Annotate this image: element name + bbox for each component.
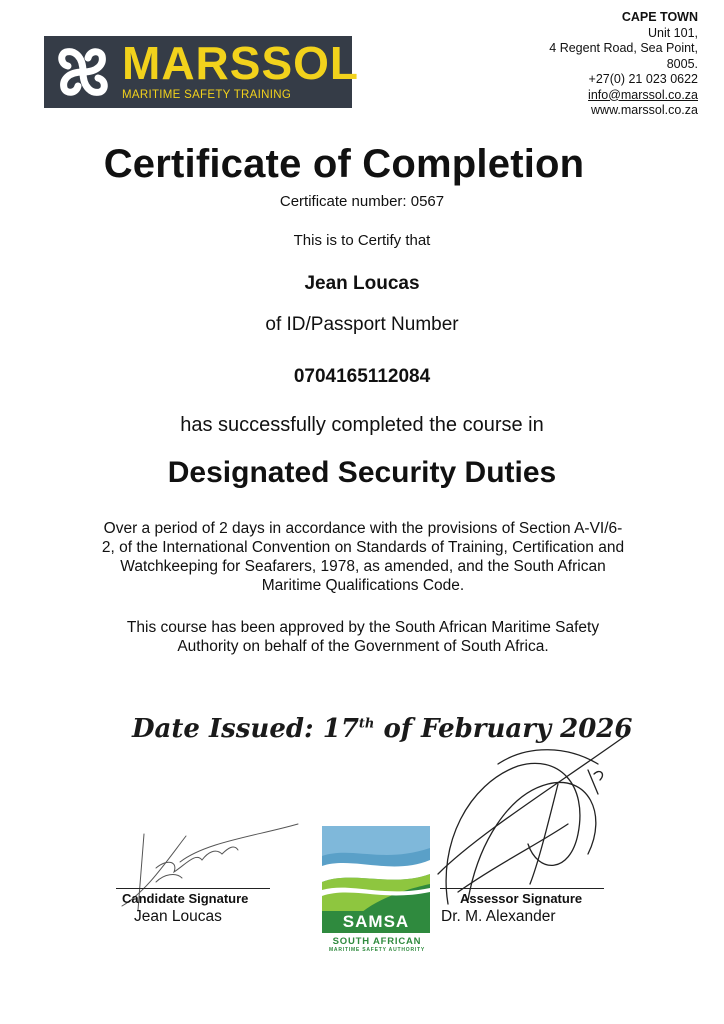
provisions-paragraph: Over a period of 2 days in accordance with the provisions of Section A-VI/6-2, of the International Convention on Standards of Training, Certification and Watchkeeping for Seafarers, 1978, as amended, and the South African Maritime Qualifications Code. (101, 520, 625, 594)
certificate-number: Certificate number: 0567 (279, 193, 445, 210)
assessor-name: Dr. M. Alexander (441, 908, 556, 925)
address-phone: +27(0) 21 023 0622 (588, 72, 698, 86)
address-line1: Unit 101, (647, 25, 698, 40)
candidate-name: Jean Loucas (134, 908, 222, 925)
samsa-logo-line1: SOUTH AFRICAN (332, 936, 422, 947)
date-issued-connector: of (383, 714, 412, 744)
address-line3: 8005. (666, 56, 698, 71)
date-issued-month-year: February 2026 (421, 714, 633, 744)
propeller-icon (52, 42, 114, 102)
course-name: Designated Security Duties (167, 456, 557, 489)
logo-tagline: MARITIME SAFETY TRAINING (122, 89, 292, 101)
certify-text: This is to Certify that (293, 232, 431, 249)
candidate-signature-line (116, 888, 270, 889)
completed-text: has successfully completed the course in (180, 414, 544, 436)
date-issued-label: Date Issued: (132, 714, 314, 744)
address-email-link[interactable]: info@marssol.co.za (588, 87, 698, 102)
candidate-signature-label: Candidate Signature (122, 891, 249, 906)
certificate-title: Certificate of Completion (103, 142, 585, 186)
id-number: 0704165112084 (293, 366, 431, 387)
samsa-logo-text: SAMSA (322, 911, 430, 933)
marssol-logo (44, 36, 359, 108)
address-block (549, 10, 698, 119)
samsa-logo-line2: MARITIME SAFETY AUTHORITY (328, 947, 426, 953)
date-issued-day-suffix: th (358, 716, 375, 732)
id-label: of ID/Passport Number (265, 314, 459, 335)
assessor-signature-label: Assessor Signature (460, 891, 583, 906)
logo-name: MARSSOL (122, 37, 359, 89)
approval-paragraph: This course has been approved by the South African Maritime Safety Authority on behalf of the Government of South Africa. (126, 619, 600, 655)
assessor-signature-line (440, 888, 604, 889)
recipient-name: Jean Loucas (304, 273, 420, 294)
date-issued-day: 17 (322, 714, 359, 744)
samsa-wave-icon (322, 826, 430, 912)
address-line2: 4 Regent Road, Sea Point, (549, 41, 698, 55)
samsa-logo (322, 826, 432, 956)
address-website: www.marssol.co.za (591, 103, 698, 117)
address-city: CAPE TOWN (621, 10, 698, 24)
assessor-signature-scribble (438, 724, 638, 914)
